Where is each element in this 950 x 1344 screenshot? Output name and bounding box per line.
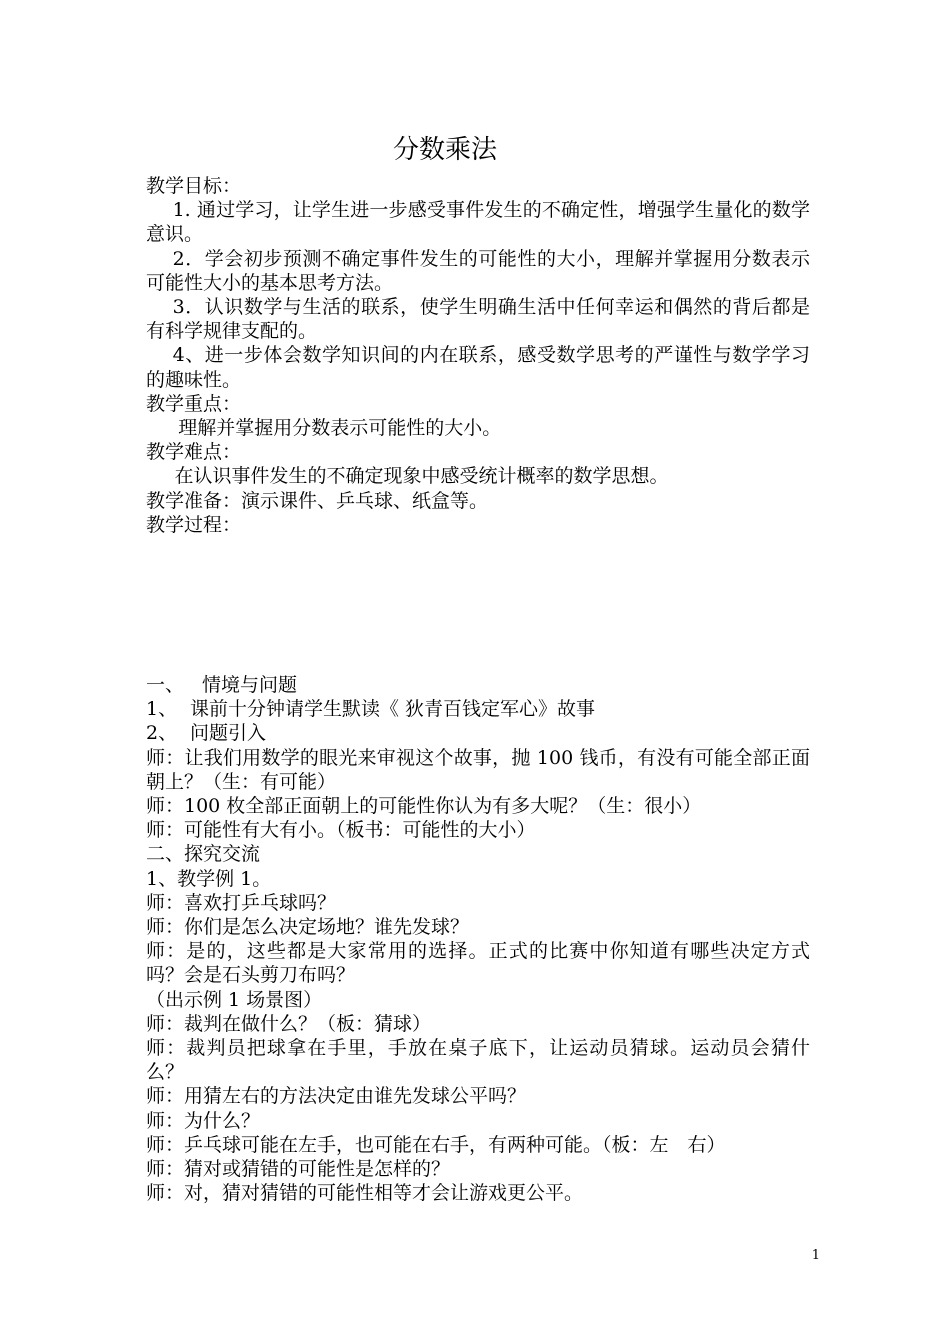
page-number: 1	[811, 1248, 820, 1263]
dialogue-line: 师：裁判在做什么？（板：猜球）	[146, 1012, 432, 1035]
section-1-item-1-text: 课前十分钟请学生默读《 狄青百钱定军心》故事	[190, 698, 596, 721]
dialogue-line: 师：喜欢打乒乓球吗？	[146, 891, 337, 914]
section-2-heading: 二、探究交流	[146, 843, 261, 866]
dialogue-line: 师：用猜左右的方法决定由谁先发球公平吗？	[146, 1085, 527, 1108]
objective-item-1: 1. 通过学习，让学生进一步感受事件发生的不确定性，增强学生量化的数学意识。	[146, 199, 810, 246]
dialogue-line: 师：可能性有大有小。（板书：可能性的大小）	[146, 819, 536, 842]
objective-item-3: 3．认识数学与生活的联系，使学生明确生活中任何幸运和偶然的背后都是有科学规律支配的。	[146, 296, 810, 343]
key-point-text: 理解并掌握用分数表示可能性的大小。	[178, 417, 502, 440]
dialogue-line: 师：猜对或猜错的可能性是怎样的？	[146, 1158, 451, 1181]
dialogue-line: 师：乒乓球可能在左手，也可能在右手，有两种可能。（板：左 右）	[146, 1133, 726, 1156]
dialogue-line: （出示例 1 场景图）	[146, 988, 323, 1011]
document-title: 分数乘法	[392, 135, 497, 165]
objective-item-4: 4、进一步体会数学知识间的内在联系，感受数学思考的严谨性与数学学习的趣味性。	[146, 344, 810, 391]
dialogue-line: 师：为什么？	[146, 1109, 261, 1132]
dialogue-line: 师：是的，这些都是大家常用的选择。正式的比赛中你知道有哪些决定方式吗？会是石头剪刀布吗？	[146, 940, 810, 987]
example-1-line: 1、教学例 1。	[146, 867, 272, 890]
key-point-heading: 教学重点：	[146, 392, 242, 415]
section-1-item-1-number: 1、	[146, 698, 178, 721]
objectives-heading: 教学目标：	[146, 175, 242, 197]
section-1-item-1	[146, 697, 810, 721]
difficulty-heading: 教学难点：	[146, 441, 242, 464]
dialogue-line: 师：让我们用数学的眼光来审视这个故事，抛 100 钱币，有没有可能全部正面朝上？（生：有可能）	[146, 746, 810, 793]
dialogue-line: 师：裁判员把球拿在手里，手放在桌子底下，让运动员猜球。运动员会猜什么？	[146, 1037, 810, 1084]
objective-item-2: 2．学会初步预测不确定事件发生的可能性的大小，理解并掌握用分数表示可能性大小的基本思考方法。	[146, 247, 810, 294]
dialogue-line: 师：你们是怎么决定场地？谁先发球？	[146, 916, 470, 939]
difficulty-text: 在认识事件发生的不确定现象中感受统计概率的数学思想。	[174, 465, 669, 488]
section-1-item-2-number: 2、	[146, 722, 178, 745]
section-1-item-2	[146, 721, 810, 745]
preparation-line: 教学准备：演示课件、乒乓球、纸盒等。	[146, 489, 489, 512]
section-1-number: 一、	[146, 674, 185, 696]
section-1-item-2-text: 问题引入	[190, 722, 267, 745]
dialogue-line: 师：100 枚全部正面朝上的可能性你认为有多大呢？（生：很小）	[146, 795, 702, 818]
section-1-label: 情境与问题	[202, 674, 298, 696]
lesson-plan-lower	[146, 673, 810, 1205]
process-heading: 教学过程：	[146, 513, 242, 536]
section-1-heading	[146, 673, 810, 697]
dialogue-line: 师：对，猜对猜错的可能性相等才会让游戏更公平。	[146, 1182, 584, 1205]
lesson-plan-upper	[146, 174, 810, 537]
